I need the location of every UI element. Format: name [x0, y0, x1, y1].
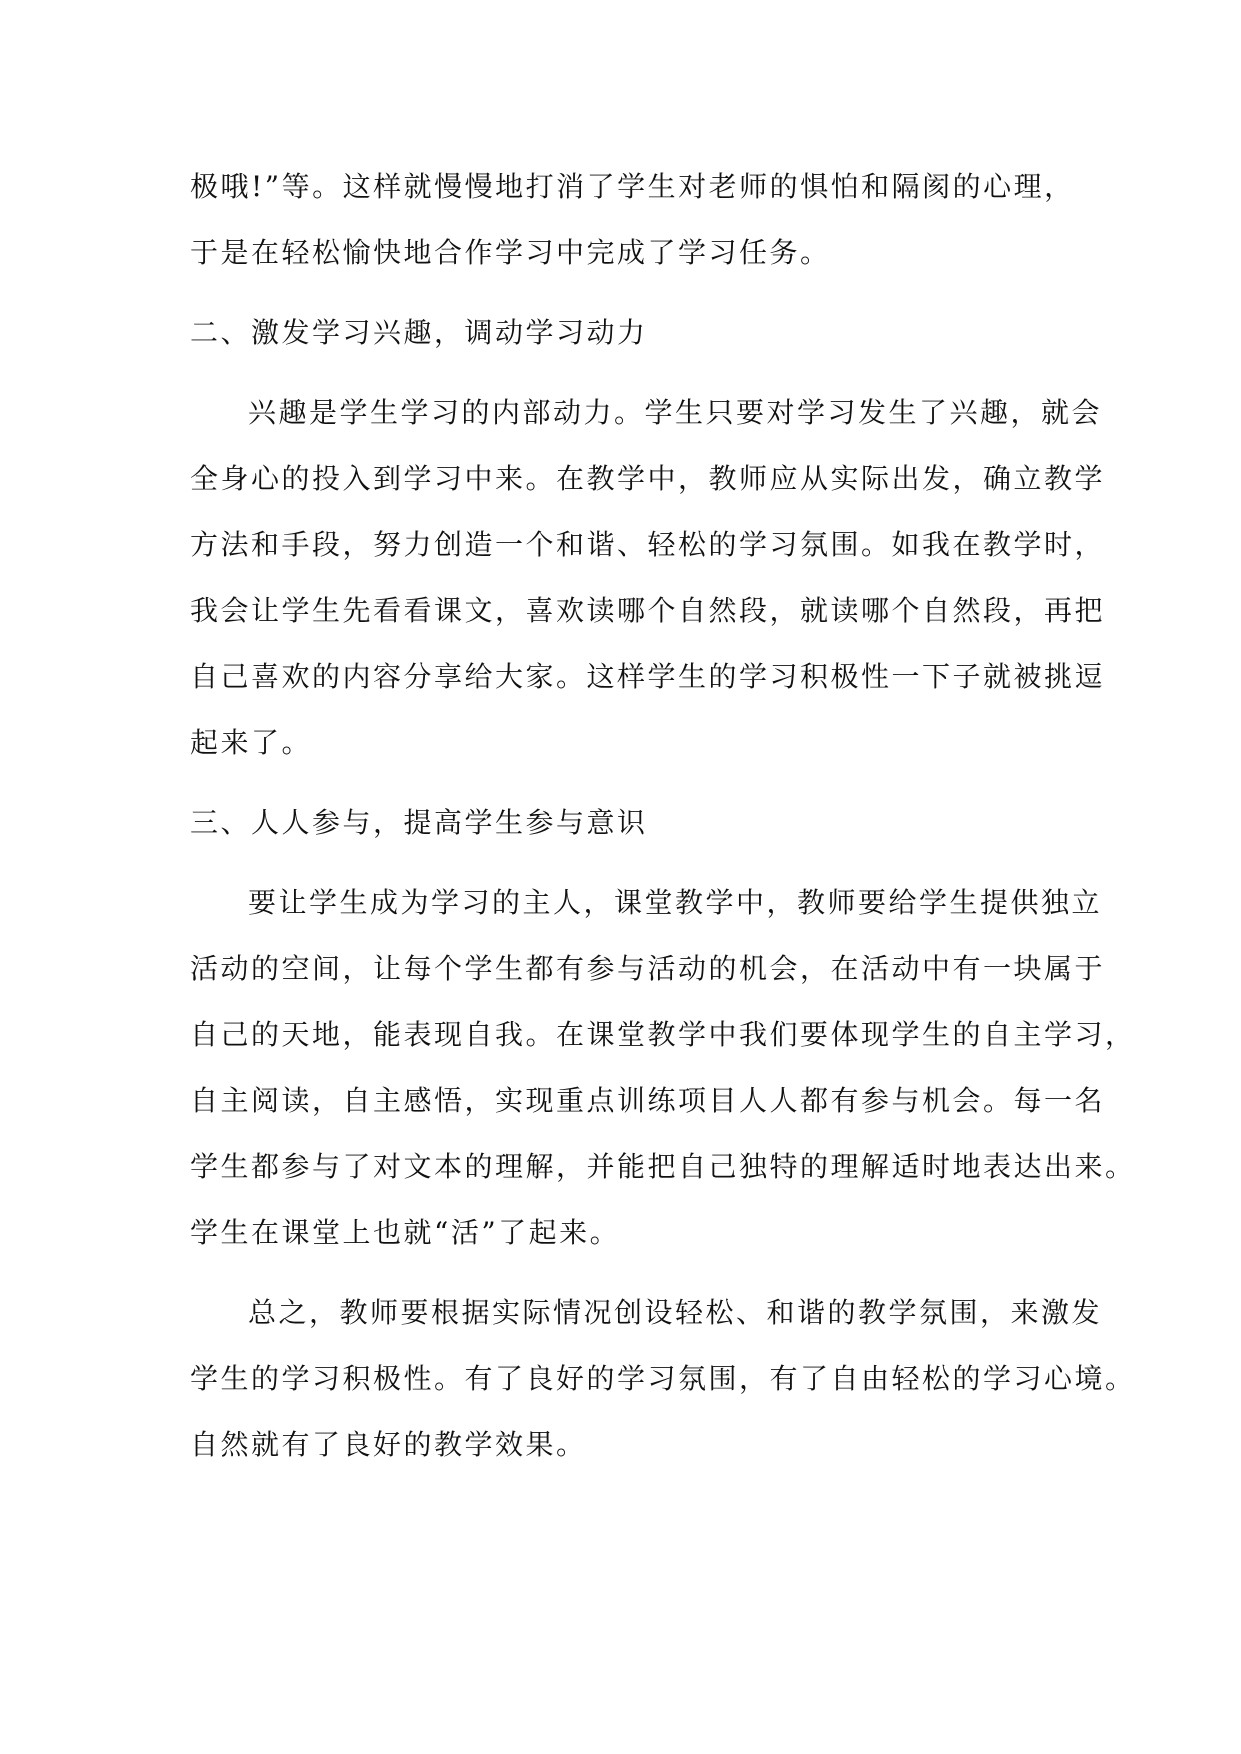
text-line: 活动的空间，让每个学生都有参与活动的机会，在活动中有一块属于 — [190, 952, 1106, 985]
section-heading-3 — [190, 790, 1060, 856]
text-line: 我会让学生先看看课文，喜欢读哪个自然段，就读哪个自然段，再把 — [190, 594, 1106, 627]
heading-text: 二、激发学习兴趣，调动学习动力 — [190, 316, 648, 349]
text-line: 方法和手段，努力创造一个和谐、轻松的学习氛围。如我在教学时， — [190, 528, 1106, 561]
document-body — [190, 154, 1136, 1478]
paragraph-participation — [190, 870, 1136, 1266]
paragraph-interest — [190, 380, 1106, 776]
text-line: 起来了。 — [190, 726, 313, 759]
section-heading-2 — [190, 300, 1060, 366]
text-line: 学生都参与了对文本的理解，并能把自己独特的理解适时地表达出来。 — [190, 1150, 1136, 1183]
text-line: 学生在课堂上也就“活”了起来。 — [190, 1216, 621, 1249]
text-line: 兴趣是学生学习的内部动力。学生只要对学习发生了兴趣，就会 — [248, 396, 1103, 429]
text-line: 总之，教师要根据实际情况创设轻松、和谐的教学氛围，来激发 — [248, 1296, 1103, 1329]
text-line: 要让学生成为学习的主人，课堂教学中，教师要给学生提供独立 — [248, 886, 1103, 919]
text-line: 极哦!”等。这样就慢慢地打消了学生对老师的惧怕和隔阂的心理， — [190, 170, 1075, 203]
text-line: 于是在轻松愉快地合作学习中完成了学习任务。 — [190, 236, 831, 269]
paragraph-conclusion — [190, 1280, 1136, 1478]
paragraph-continuation — [190, 154, 1075, 286]
text-line: 全身心的投入到学习中来。在教学中，教师应从实际出发，确立教学 — [190, 462, 1106, 495]
text-line: 自己喜欢的内容分享给大家。这样学生的学习积极性一下子就被挑逗 — [190, 660, 1106, 693]
heading-text: 三、人人参与，提高学生参与意识 — [190, 806, 648, 839]
text-line: 自然就有了良好的教学效果。 — [190, 1428, 587, 1461]
text-line: 学生的学习积极性。有了良好的学习氛围，有了自由轻松的学习心境。 — [190, 1362, 1136, 1395]
text-line: 自己的天地，能表现自我。在课堂教学中我们要体现学生的自主学习， — [190, 1018, 1136, 1051]
text-line: 自主阅读，自主感悟，实现重点训练项目人人都有参与机会。每一名 — [190, 1084, 1106, 1117]
